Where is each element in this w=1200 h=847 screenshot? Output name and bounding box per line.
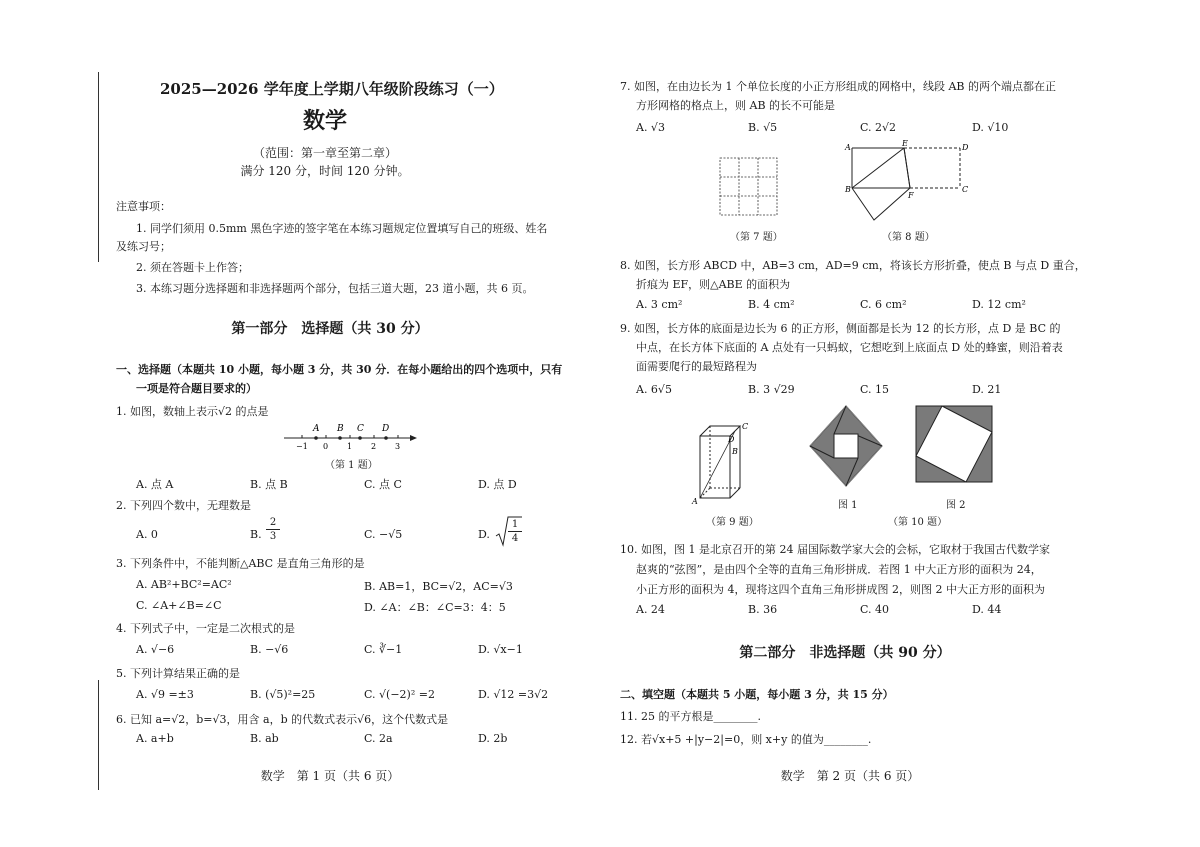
part1-heading: 第一部分 选择题（共 30 分） [231, 321, 429, 337]
q1-point-C: C [357, 424, 364, 434]
q6-stem: 6. 已知 a=√2，b=√3，用含 a，b 的代数式表示√6，这个代数式是 [116, 713, 449, 726]
q1-point-A: A [313, 424, 320, 434]
q8-option-b: B. 4 cm² [748, 298, 795, 311]
note-item-1: 1. 同学们须用 0.5mm 黑色字迹的签字笔在本练习题规定位置填写自己的班级、姓名 [136, 222, 548, 235]
q4-option-c: C. ∛−1 [364, 643, 403, 656]
notes-heading: 注意事项： [116, 200, 171, 213]
q10-option-a: A. 24 [636, 603, 665, 616]
q1-caption: （第 1 题） [325, 460, 378, 471]
q8-fold-figure [842, 140, 970, 228]
q1-tick--1: −1 [296, 442, 308, 451]
q9-label-A: A [692, 497, 698, 506]
q5-option-b: B. (√5)²=25 [250, 688, 316, 701]
q1-tick-3: 3 [395, 442, 401, 451]
q10-stem-line3: 小正方形的面积为 4，现将这四个直角三角形拼成图 2，则图 2 中大正方形的面积为 [636, 583, 1045, 596]
note-item-3: 3. 本练习题分选择题和非选择题两个部分，包括三道大题，23 道小题，共 6 页。 [136, 282, 534, 295]
q1-number-line [280, 418, 420, 452]
footer-right: 数学 第 2 页（共 6 页） [780, 769, 920, 783]
q5-option-d: D. √12 =3√2 [478, 688, 549, 701]
q3-stem: 3. 下列条件中，不能判断△ABC 是直角三角形的是 [116, 557, 365, 570]
q8-label-A: A [845, 143, 851, 152]
q8-label-C: C [962, 185, 969, 194]
q3-option-d: D. ∠A：∠B：∠C=3：4：5 [364, 601, 506, 614]
q9-caption: （第 9 题） [706, 517, 759, 528]
q10-option-b: B. 36 [748, 603, 778, 616]
note-item-2: 2. 须在答题卡上作答； [136, 261, 249, 274]
q4-option-a: A. √−6 [136, 643, 175, 656]
q8-caption: （第 8 题） [882, 232, 935, 243]
q9-stem-line1: 9. 如图，长方体的底面是边长为 6 的正方形，侧面都是长为 12 的长方形，点 D 是 BC 的 [620, 322, 1061, 335]
q10-fig2-string-figure [914, 404, 994, 484]
q2-option-c: C. −√5 [364, 528, 403, 541]
q8-option-a: A. 3 cm² [636, 298, 683, 311]
q10-option-d: D. 44 [972, 603, 1002, 616]
q6-option-b: B. ab [250, 732, 279, 745]
q3-option-a: A. AB²+BC²=AC² [136, 578, 232, 591]
q2-option-d: D. [478, 528, 490, 541]
section1-line1: 一、选择题（本题共 10 小题，每小题 3 分，共 30 分．在每小题给出的四个选项中，只有 [116, 363, 563, 376]
q10-caption: （第 10 题） [888, 517, 948, 528]
q4-option-b: B. −√6 [250, 643, 289, 656]
q2-option-b: B. [250, 528, 262, 541]
q3-option-b: B. AB=1，BC=√2，AC=√3 [364, 580, 513, 593]
q1-tick-0: 0 [323, 442, 329, 451]
arrow-icon [410, 435, 417, 441]
q5-option-c: C. √(−2)² =2 [364, 688, 435, 701]
q6-option-d: D. 2b [478, 732, 508, 745]
q2-frac-num: 2 [266, 516, 280, 530]
q8-label-F: F [908, 191, 914, 200]
q7-stem-line2: 方形网格的格点上，则 AB 的长不可能是 [636, 99, 836, 112]
subject-title: 数学 [302, 108, 347, 134]
q9-cuboid-figure [690, 420, 760, 506]
q1-option-d: D. 点 D [478, 478, 517, 491]
q1-point-D: D [382, 424, 390, 434]
q1-option-b: B. 点 B [250, 478, 288, 491]
q2-sqrt-num: 1 [508, 518, 522, 532]
q1-tick-1: 1 [347, 442, 353, 451]
q5-stem: 5. 下列计算结果正确的是 [116, 667, 240, 680]
q9-option-d: D. 21 [972, 383, 1002, 396]
q9-option-a: A. 6√5 [636, 383, 672, 396]
q7-option-b: B. √5 [748, 121, 778, 134]
exam-title: 2025—2026 学年度上学期八年级阶段练习（一） [160, 80, 504, 98]
q9-stem-line2: 中点，在长方体下底面的 A 点处有一只蚂蚁，它想吃到上底面点 D 处的蜂蜜，则沿着表 [636, 341, 1063, 354]
q8-label-B: B [845, 185, 851, 194]
q7-stem-line1: 7. 如图，在由边长为 1 个单位长度的小正方形组成的网格中，线段 AB 的两个端点都在正 [620, 80, 1057, 93]
section2-heading: 二、填空题（本题共 5 小题，每小题 3 分，共 15 分） [620, 688, 894, 701]
q8-label-E: E [902, 140, 908, 148]
exam-range: （范围：第一章至第二章） [252, 146, 397, 160]
q7-option-c: C. 2√2 [860, 121, 897, 134]
q1-option-a: A. 点 A [136, 478, 174, 491]
footer-left: 数学 第 1 页（共 6 页） [260, 769, 400, 783]
q9-option-c: C. 15 [860, 383, 890, 396]
q9-label-D: D [728, 435, 735, 444]
q10-option-c: C. 40 [860, 603, 890, 616]
q9-stem-line3: 面需要爬行的最短路程为 [636, 360, 757, 373]
q10-stem-line2: 赵爽的“弦图”，是由四个全等的直角三角形拼成．若图 1 中大正方形的面积为 24， [636, 563, 1042, 576]
binding-line-bottom [98, 680, 99, 790]
note-item-1-cont: 及练习号； [116, 240, 171, 253]
q8-stem-line1: 8. 如图，长方形 ABCD 中，AB=3 cm，AD=9 cm，将该长方形折叠，使点 B 与点 D 重合， [620, 259, 1086, 272]
q4-stem: 4. 下列式子中，一定是二次根式的是 [116, 622, 295, 635]
q6-option-a: A. a+b [136, 732, 174, 745]
q1-tick-2: 2 [371, 442, 377, 451]
q12-stem: 12. 若√x+5 +|y−2|=0，则 x+y 的值为________. [620, 733, 872, 746]
q2-sqrt-den: 4 [511, 533, 519, 544]
q10-fig1-label: 图 1 [838, 500, 858, 511]
q7-option-a: A. √3 [636, 121, 665, 134]
q10-fig1-string-figure [806, 402, 886, 492]
q8-stem-line2: 折痕为 EF，则△ABE 的面积为 [636, 278, 791, 291]
q1-option-c: C. 点 C [364, 478, 402, 491]
q2-fraction [266, 516, 280, 543]
part2-heading: 第二部分 非选择题（共 90 分） [739, 645, 951, 661]
q2-option-a: A. 0 [136, 528, 158, 541]
q11-stem: 11. 25 的平方根是________. [620, 710, 761, 723]
q10-fig2-label: 图 2 [946, 500, 966, 511]
q1-stem: 1. 如图，数轴上表示√2 的点是 [116, 405, 269, 418]
q2-frac-den: 3 [269, 531, 277, 542]
q4-option-d: D. √x−1 [478, 643, 523, 656]
q3-option-c: C. ∠A+∠B=∠C [136, 599, 222, 612]
q9-label-C: C [742, 422, 749, 431]
section1-line2: 一项是符合题目要求的） [136, 382, 257, 395]
q1-point-B: B [337, 424, 344, 434]
q9-option-b: B. 3 √29 [748, 383, 795, 396]
q2-stem: 2. 下列四个数中，无理数是 [116, 499, 251, 512]
q7-caption: （第 7 题） [730, 232, 783, 243]
q8-option-c: C. 6 cm² [860, 298, 907, 311]
q5-option-a: A. √9 =±3 [136, 688, 194, 701]
binding-line-top [98, 72, 99, 262]
q8-option-d: D. 12 cm² [972, 298, 1026, 311]
q9-label-B: B [732, 447, 738, 456]
q8-label-D: D [962, 143, 969, 152]
q7-option-d: D. √10 [972, 121, 1009, 134]
q7-grid-figure [718, 156, 780, 218]
q6-option-c: C. 2a [364, 732, 393, 745]
exam-score-time: 满分 120 分，时间 120 分钟。 [240, 164, 410, 178]
q2-sqrt-fraction [508, 518, 522, 545]
q10-stem-line1: 10. 如图，图 1 是北京召开的第 24 届国际数学家大会的会标，它取材于我国古代数学家 [620, 543, 1050, 556]
